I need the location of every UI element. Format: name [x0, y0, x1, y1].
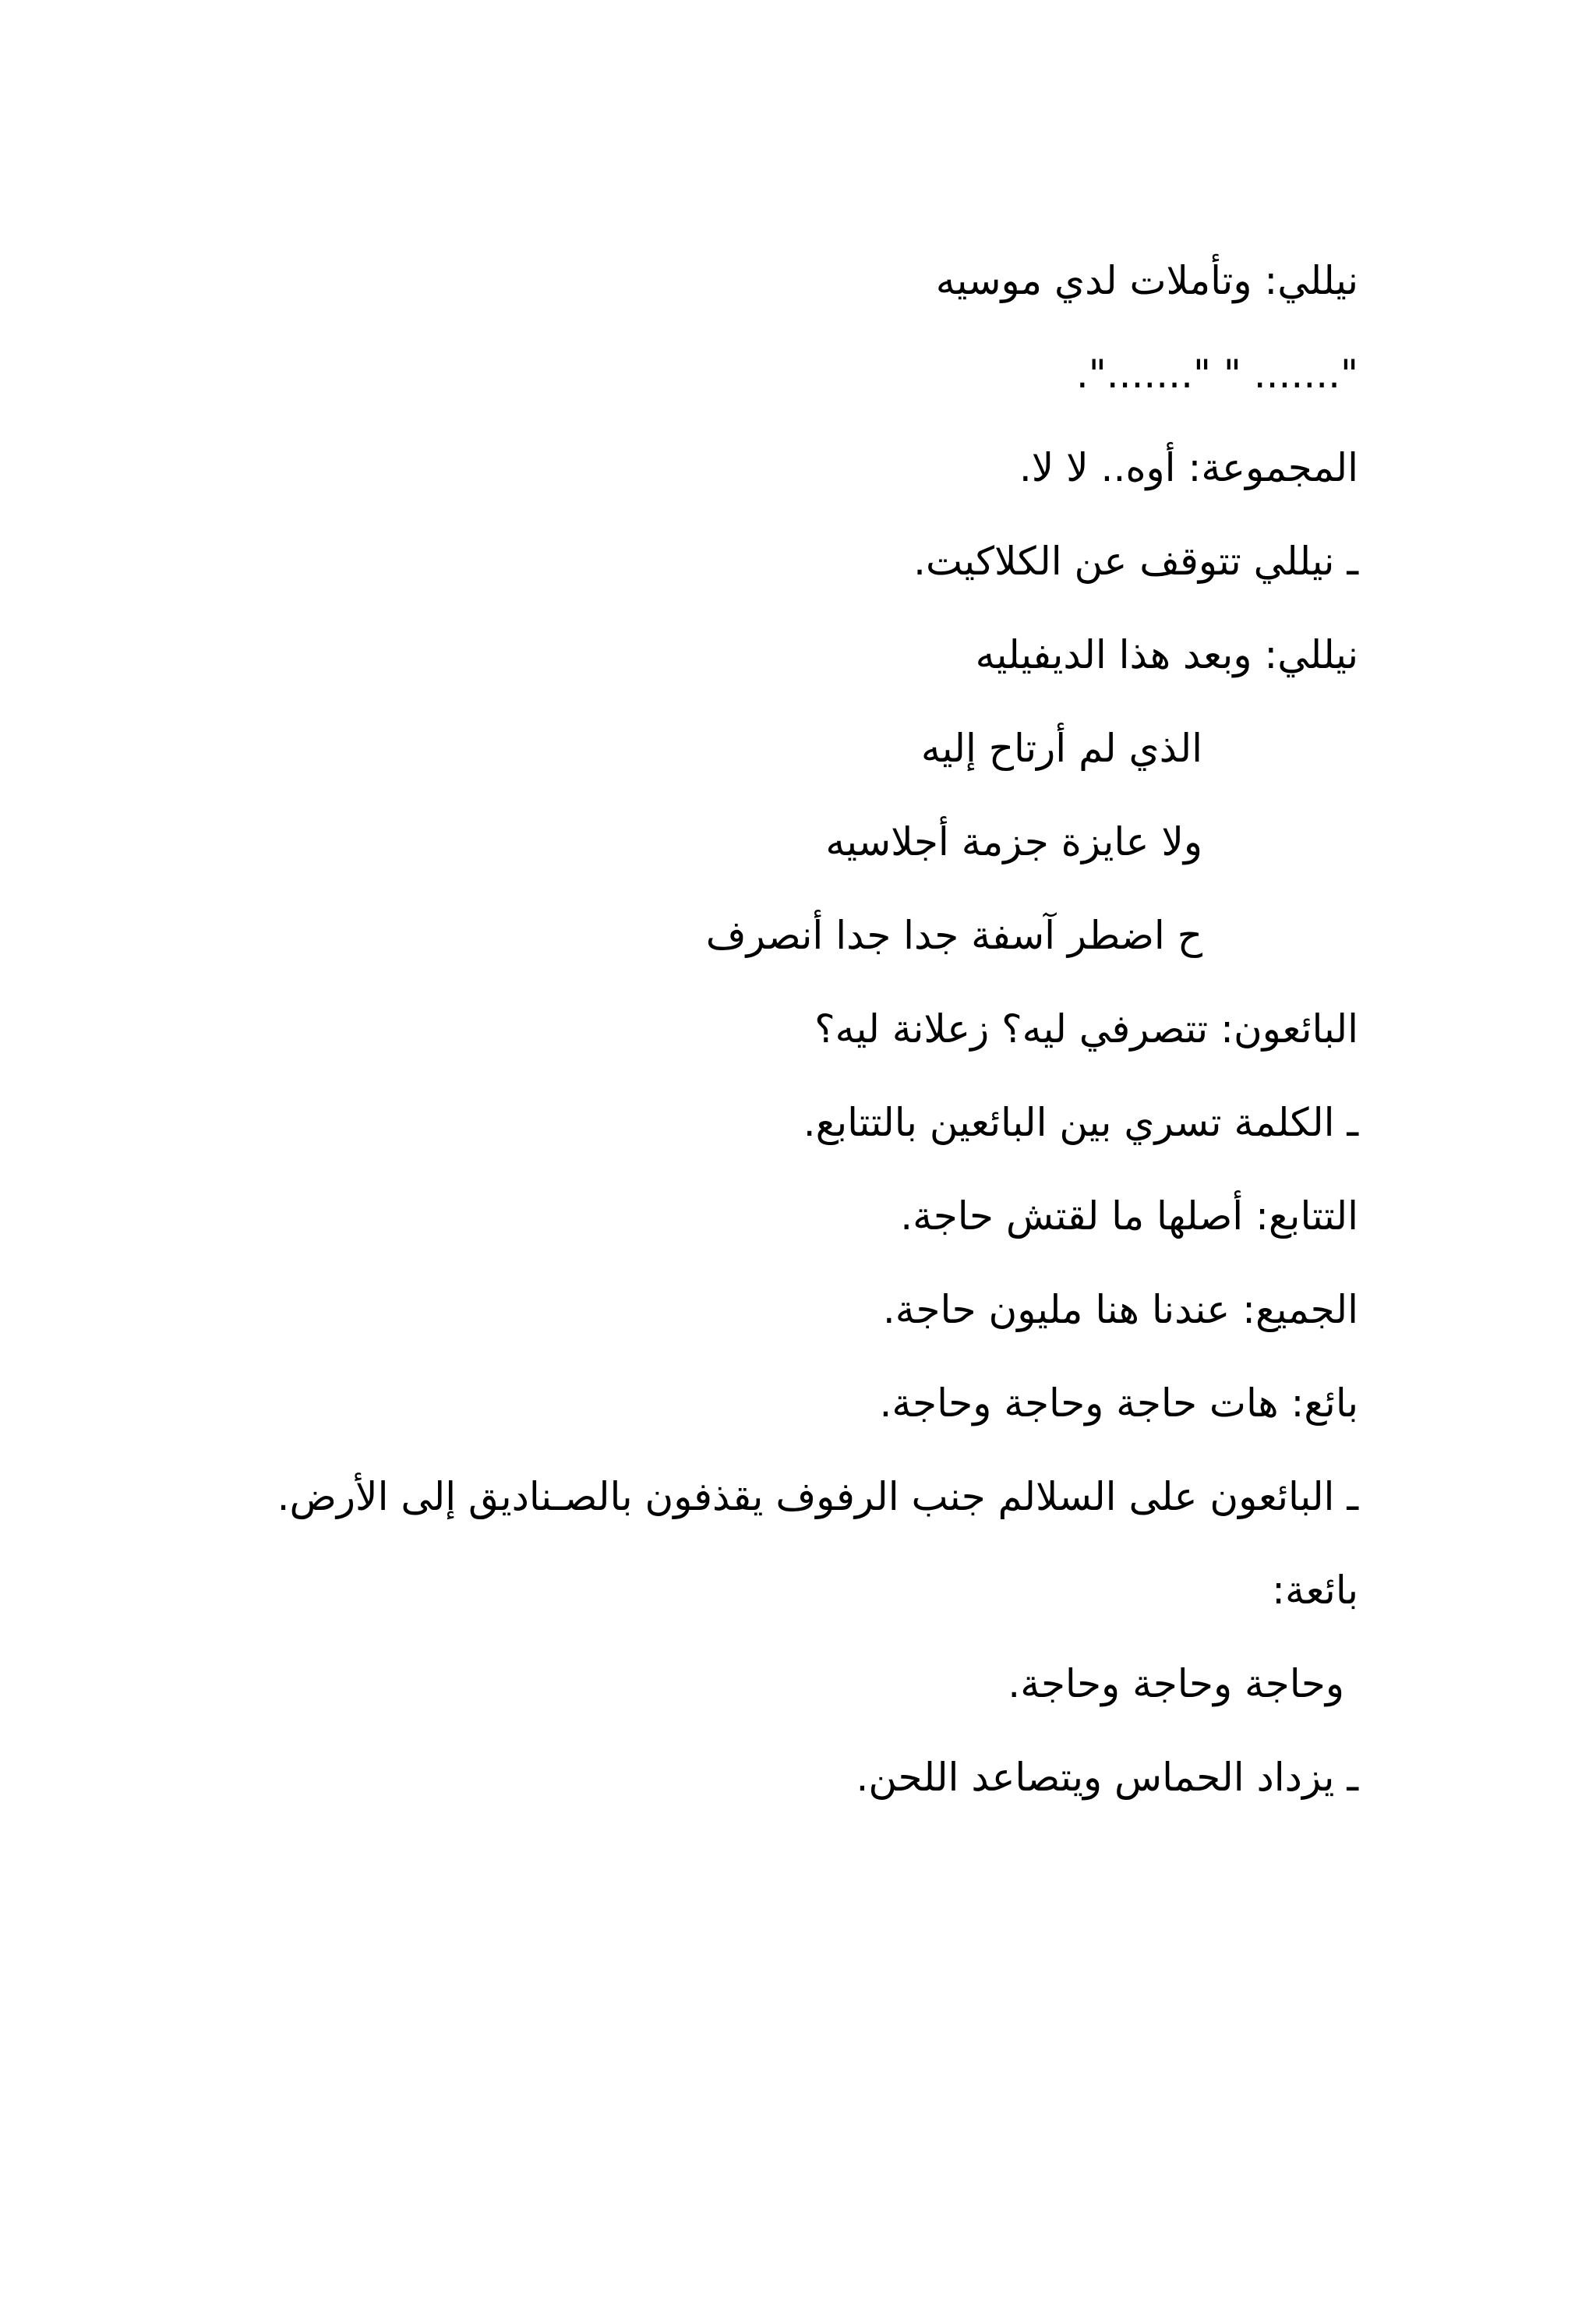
stage-direction: ـ يزداد الحماس ويتصاعد اللحن.	[856, 1755, 1358, 1800]
stage-direction: ـ الكلمة تسري بين البائعين بالتتابع.	[803, 1100, 1358, 1145]
dialogue-line: البائعون: تتصرفي ليه؟ زعلانة ليه؟	[814, 1006, 1358, 1052]
dialogue-line: المجموعة: أوه.. لا لا.	[1019, 445, 1358, 490]
stage-direction: ـ نيللي تتوقف عن الكلاكيت.	[913, 539, 1358, 584]
lyric-line: "....... " ".......".	[1075, 352, 1358, 397]
dialogue-line: نيللي: وبعد هذا الديفيليه	[975, 632, 1358, 677]
stage-direction: ـ البائعون على السلالم جنب الرفوف يقذفون بالصـناديق إلى الأرض.	[277, 1474, 1358, 1519]
lyric-line: وحاجة وحاجة وحاجة.	[1008, 1661, 1344, 1706]
lyric-line: ولا عايزة جزمة أجلاسيه	[825, 819, 1202, 864]
dialogue-line: نيللي: وتأملات لدي موسيه	[935, 258, 1358, 303]
lyric-line: الذي لم أرتاح إليه	[920, 726, 1202, 771]
dialogue-line: الجميع: عندنا هنا مليون حاجة.	[882, 1287, 1358, 1332]
dialogue-line: بائع: هات حاجة وحاجة وحاجة.	[879, 1381, 1358, 1426]
script-text	[228, 234, 1358, 1824]
lyric-line: ح اضطر آسفة جدا جدا أنصرف	[705, 913, 1202, 958]
dialogue-line: التتابع: أصلها ما لقتش حاجة.	[900, 1193, 1358, 1239]
speaker-label: بائعة:	[1272, 1568, 1358, 1613]
